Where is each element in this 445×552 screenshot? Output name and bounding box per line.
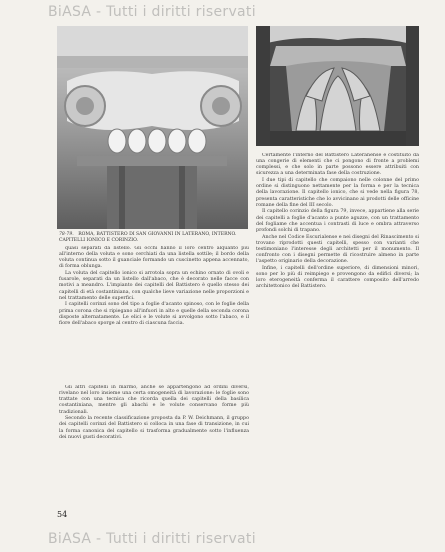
paragraph: I due tipi di capitello che compaiono nelle colonne del primo ordine si distinguono nettamente per la forma e per la tecnica della lavorazione. Il capitello ionico, che si vede nella figura 78, presenta caratteristiche che lo avvicinano ai prodotti delle officine romane della fine del III secolo.: [256, 178, 419, 208]
paragraph: Il capitello corinzio della figura 79, invece, appartiene alla serie dei capitelli a foglie d'acanto a punte aguzze, con un trattamento del fogliame che accentua i contrasti di luce e ombra attraverso profondi solchi di trapano.: [256, 209, 419, 233]
figure-caption-text: ROMA, BATTISTERO DI SAN GIOVANNI IN LATERANO, INTERNO. CAPITELLI IONICO E CORINZIO.: [59, 232, 237, 243]
photo-ionic-capital-image: [57, 26, 248, 229]
text-column-right: [256, 153, 419, 529]
paragraph: Infine, i capitelli dell'ordine superiore, di dimensioni minori, sono per lo più di reimpiego e provengono da edifici diversi; la loro eterogeneità conferma il carattere composito dell'arredo architettonico del Battistero.: [256, 265, 419, 290]
paragraph: La voluta del capitello ionico si arrotola sopra un echino ornato di ovoli e fusarole, separati da un listello dall'abaco, che è decorato nelle facce con motivi a meandro. L'impianto dei capitelli del Battistero è quello stesso dei capitelli di età costantiniana, con qualche lieve variazione nelle proporzioni e nel trattamento delle superfici.: [59, 271, 249, 301]
figure-number: 78-79.: [59, 232, 74, 237]
photo-ionic-capital: [57, 26, 248, 229]
page-number: 54: [57, 510, 68, 519]
figure-caption: [59, 232, 249, 243]
watermark-top: BiASA - Tutti i diritti riservati: [48, 4, 256, 20]
photo-corinthian-capital-image: [256, 26, 419, 146]
paragraph: quasi separati da listello. Gli occhi hanno il loro centro alquanto più all'interno della voluta e sono cerchiati da una listella sottile; il bordo della voluta continua sotto il guanciale formando un cuscinetto appena accennato, di forma oblunga.: [59, 246, 249, 270]
photo-corinthian-capital: [256, 26, 419, 146]
paragraph: Gli altri capitelli in marmo, anche se appartengono ad ordini diversi, rivelano nel loro insieme una certa omogeneità di lavorazione: le foglie sono trattate con una tecnica che ricorda quella dei capitelli della basilica costantiniana, mentre gli abachi e le volute conservano forme più tradizionali.: [59, 385, 249, 415]
paragraph: Secondo la recente classificazione proposta da P. W. Deichmann, il gruppo dei capitelli corinzi del Battistero si colloca in una fase di transizione, in cui la forma canonica del capitello si trasforma gradualmente sotto l'influenza dei nuovi gusti decorativi.: [59, 416, 249, 440]
text-column-left-top: [59, 246, 249, 384]
paragraph: Certamente l'interno del Battistero Lateranense è costituito da una congerie di elementi che ci pongono di fronte a problemi complessi, e che solo in parte possono essere attribuiti con sicurezza a una determinata fase della costruzione.: [256, 153, 419, 177]
watermark-bottom: BiASA - Tutti i diritti riservati: [48, 531, 256, 547]
paragraph: Anche nel Codice Escurialense e nei disegni del Rinascimento si trovano riprodotti questi capitelli, spesso con varianti che testimoniano l'interesse degli architetti per il monumento. Il confronto con i disegni permette di ricostruire almeno in parte l'aspetto originario della decorazione.: [256, 234, 419, 265]
paragraph: I capitelli corinzi sono del tipo a foglie d'acanto spinoso, con le foglie della prima corona che si ripiegano all'infuori in alto e quelle della seconda corona disposte alternatamente. Le elici e le volute si avvolgono sotto l'abaco, e il fiore dell'abaco sporge al centro di ciascuna faccia.: [59, 302, 249, 326]
text-column-left-bottom: [59, 385, 249, 495]
